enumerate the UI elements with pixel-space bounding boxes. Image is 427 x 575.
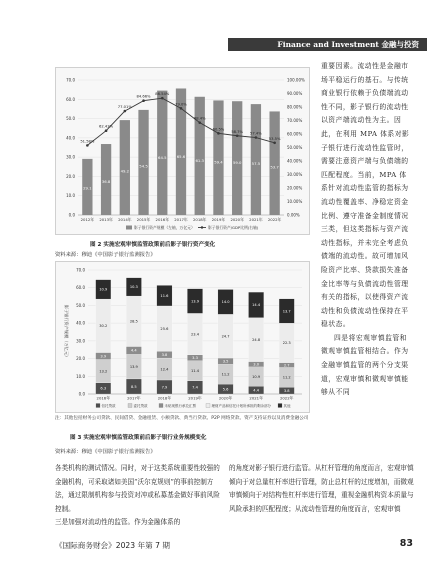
segment-value-label: 22.3 bbox=[282, 341, 291, 346]
bar bbox=[251, 104, 261, 215]
right-tick-label: 70.00% bbox=[287, 118, 303, 123]
ratio-value-label: 57.4% bbox=[250, 131, 262, 136]
y-tick-label: 30.0 bbox=[76, 338, 85, 344]
x-tick-label: 2016年 bbox=[155, 217, 170, 222]
y-tick-label: 70.0 bbox=[76, 267, 85, 273]
segment-value-label: 10.3 bbox=[129, 285, 138, 290]
bar bbox=[269, 111, 279, 215]
x-tick-label: 2014年 bbox=[118, 217, 132, 222]
right-column bbox=[321, 60, 413, 400]
page-number: 83 bbox=[399, 538, 413, 549]
segment-value-label: 14.4 bbox=[252, 303, 261, 308]
segment-value-label: 24.7 bbox=[221, 334, 230, 339]
segment-value-label: 14.0 bbox=[221, 300, 230, 305]
right-tick-label: 0.00% bbox=[287, 212, 300, 218]
legend-label: 未贴现银行承兑汇票 bbox=[164, 404, 196, 408]
left-tick-label: 30.0 bbox=[66, 154, 75, 160]
left-tick-label: 50.0 bbox=[66, 116, 75, 122]
right-tick-label: 80.00% bbox=[287, 104, 303, 110]
right-tick-label: 90.00% bbox=[287, 91, 303, 96]
y-axis-label: 影子银行资产规模（万亿元） bbox=[64, 304, 69, 360]
bar-value-label: 29.1 bbox=[83, 185, 92, 191]
bar-value-label: 61.3 bbox=[195, 157, 204, 163]
bar-value-label: 36.8 bbox=[101, 179, 111, 185]
legend-label: 委托贷款 bbox=[133, 404, 148, 408]
x-tick-label: 2016年 bbox=[96, 395, 111, 401]
header-title: Finance and Investment 金融与投资 bbox=[277, 40, 419, 49]
left-tick-label: 20.0 bbox=[66, 173, 75, 179]
bottom-left-column bbox=[55, 462, 220, 530]
ratio-point bbox=[142, 99, 145, 102]
ratio-value-label: 77.01% bbox=[117, 105, 132, 110]
legend-label: 信托贷款 bbox=[101, 404, 116, 408]
bar-value-label: 59.0 bbox=[232, 159, 242, 165]
left-tick-label: 10.0 bbox=[66, 193, 75, 199]
ratio-point bbox=[105, 129, 108, 132]
y-tick-label: 50.0 bbox=[76, 302, 85, 308]
segment-value-label: 7.4 bbox=[192, 385, 198, 390]
ratio-value-label: 68.4% bbox=[193, 116, 206, 121]
right-tick-label: 40.00% bbox=[287, 158, 303, 164]
right-paragraph-1: 重要因素。流动性是金融市场平稳运行的基石。与传统商业银行依赖于负债端流动性不同，影子银行的流动性以资产端流动性为主。因此，在利用 MPA 体系对影子银行进行流动性监管时，需要注意资产端与负债端的匹配程度。当前，MPA 体系针对流动性监管的指标为流动性覆盖率、净稳定资金比例、遵守准备金制度情况三类，但这类指标与资产流动性指标，并未完全考虑负债端的流动性。故可增加风险资产比率、贷款损失准备金比率等与负债流动性管理有关的指标，以使得资产流动性和负债流动性保持在平稳状态。 bbox=[321, 62, 410, 329]
segment-value-label: 6.3 bbox=[100, 386, 107, 391]
figure3-box bbox=[55, 261, 310, 413]
legend-swatch bbox=[96, 404, 100, 408]
figure2-source: 资料来源：穆迪《中国影子银行监测报告》 bbox=[55, 252, 156, 258]
figure3-source: 资料来源：穆迪《中国影子银行监测报告》 bbox=[55, 449, 156, 455]
right-paragraph-2: 四是将宏观审慎监管和微观审慎监管相结合。作为金融审慎监管的两个分支渠道，宏观审慎和微观审慎能够从不同 bbox=[321, 333, 409, 397]
bar-value-label: 59.4 bbox=[214, 159, 223, 165]
legend-swatch bbox=[159, 404, 163, 408]
segment-value-label: 3.5 bbox=[222, 359, 229, 364]
segment-value-label: 11.2 bbox=[221, 372, 230, 377]
x-tick-label: 2017年 bbox=[174, 217, 188, 222]
bottom-right-text: 的角度对影子银行进行监管。从杠杆管理的角度而言，宏观审慎倾向于对总量杠杆率进行管理，防止总杠杆的过度增加，而微观审慎倾向于对结构性杠杆率进行管理，重视金融机构资本质量与风险承担的匹配程度；从流动性管理的角度而言，宏观审慎 bbox=[229, 464, 414, 513]
figure2-chart bbox=[56, 68, 309, 234]
figure2-box bbox=[55, 67, 310, 235]
segment-value-label: 23.4 bbox=[190, 332, 200, 337]
bottom-left-text: 各类机构的测试情况。同时，对于这类系统重要性较强的金融机构，可采取诸如美国“沃尔克规则”的事前控制方法，通过限制机构参与投资对冲或私募基金做好事前风险控制。 三是加强对流动性的监管。作为金融体系的 bbox=[55, 464, 220, 527]
segment-value-label: 8.5 bbox=[130, 384, 137, 389]
x-tick-label: 2022年 bbox=[279, 395, 294, 401]
legend-marker-line bbox=[201, 226, 203, 228]
ratio-point bbox=[273, 141, 276, 144]
legend-swatch bbox=[128, 404, 132, 408]
segment-value-label: 12.4 bbox=[160, 367, 169, 372]
segment-value-label: 4.4 bbox=[253, 388, 260, 393]
y-tick-label: 20.0 bbox=[76, 356, 85, 362]
segment-value-label: 10.9 bbox=[99, 287, 108, 292]
x-tick-label: 2021年 bbox=[249, 395, 263, 401]
ratio-point bbox=[236, 134, 239, 137]
x-tick-label: 2022年 bbox=[267, 217, 282, 222]
right-tick-label: 100.00% bbox=[287, 77, 305, 83]
ratio-value-label: 62.43% bbox=[99, 124, 114, 129]
segment-value-label: 13.2 bbox=[99, 369, 108, 374]
ratio-point bbox=[180, 107, 183, 110]
bar-value-label: 54.5 bbox=[139, 163, 148, 169]
left-tick-label: 40.0 bbox=[66, 135, 75, 141]
ratio-value-label: 58.7% bbox=[231, 129, 244, 134]
segment-value-label: 25.6 bbox=[160, 326, 169, 331]
x-tick-label: 2021年 bbox=[249, 217, 263, 222]
segment-value-label: 11.6 bbox=[160, 293, 169, 298]
right-tick-label: 60.00% bbox=[287, 131, 303, 137]
right-tick-label: 10.00% bbox=[287, 199, 303, 204]
figure3-chart bbox=[56, 262, 309, 412]
bar bbox=[138, 110, 148, 215]
segment-value-label: 13.7 bbox=[282, 309, 291, 314]
legend-label: 其他 bbox=[283, 404, 291, 408]
figure3-note: 注：其他包括财务公司贷款、民间借贷、金融租赁、小额贷款、典当行贷款、P2P 网络贷款、资产支持证券以及消费金融公司 bbox=[55, 416, 309, 421]
segment-value-label: 13.9 bbox=[190, 299, 200, 304]
figure3-caption: 图 3 实施宏观审慎监管政策前后影子银行业务规模变化 bbox=[70, 435, 207, 441]
segment-value-label: 5.6 bbox=[222, 387, 229, 392]
bar-value-label: 53.7 bbox=[270, 164, 279, 170]
bar-value-label: 49.2 bbox=[120, 168, 130, 174]
segment-value-label: 11.4 bbox=[190, 369, 200, 374]
legend-label: 理财产品和信托计划所承担的剩余部分 bbox=[211, 404, 271, 408]
segment-value-label: 3.3 bbox=[192, 356, 198, 361]
ratio-point bbox=[255, 136, 258, 139]
x-tick-label: 2012年 bbox=[80, 217, 95, 222]
x-tick-label: 2019年 bbox=[188, 395, 202, 401]
x-tick-label: 2018年 bbox=[157, 395, 172, 401]
ratio-point bbox=[217, 132, 220, 135]
segment-value-label: 4.4 bbox=[130, 348, 137, 353]
bar bbox=[232, 101, 242, 215]
x-tick-label: 2017年 bbox=[127, 395, 141, 401]
right-tick-label: 50.00% bbox=[287, 145, 303, 150]
bar-value-label: 65.6 bbox=[176, 154, 186, 160]
segment-value-label: 28.5 bbox=[129, 319, 138, 324]
bar bbox=[157, 91, 167, 215]
segment-value-label: 10.9 bbox=[252, 374, 261, 379]
footer-journal: 《国际商务财会》2023 年第 7 期 bbox=[55, 541, 170, 550]
ratio-point bbox=[198, 121, 201, 124]
left-tick-label: 70.0 bbox=[66, 77, 75, 83]
left-tick-label: 60.0 bbox=[66, 96, 75, 102]
x-tick-label: 2018年 bbox=[192, 217, 207, 222]
segment-value-label: 30.2 bbox=[99, 324, 108, 329]
ratio-value-label: 84.66% bbox=[136, 94, 151, 99]
x-tick-label: 2015年 bbox=[136, 217, 151, 222]
right-tick-label: 30.00% bbox=[287, 172, 303, 177]
ratio-value-label: 51.58% bbox=[80, 139, 95, 144]
y-tick-label: 0.0 bbox=[78, 391, 85, 397]
ratio-value-label: 53.5% bbox=[268, 136, 281, 141]
legend-swatch-bar bbox=[126, 226, 132, 230]
segment-value-label: 3.9 bbox=[100, 354, 107, 359]
segment-value-label: 3.8 bbox=[283, 388, 290, 393]
ratio-point bbox=[124, 110, 127, 113]
ratio-point bbox=[161, 97, 164, 100]
segment-value-label: 11.2 bbox=[282, 375, 291, 380]
legend-label-bar: 影子银行资产规模（左轴，万亿元） bbox=[134, 225, 195, 230]
segment-value-label: 3.8 bbox=[161, 352, 168, 357]
y-tick-label: 40.0 bbox=[76, 320, 85, 326]
ratio-point bbox=[86, 144, 89, 147]
x-tick-label: 2019年 bbox=[211, 217, 226, 222]
bar-value-label: 64.5 bbox=[158, 155, 167, 161]
y-tick-label: 60.0 bbox=[76, 285, 85, 291]
legend-swatch bbox=[206, 404, 210, 408]
ratio-value-label: 86.54% bbox=[155, 92, 170, 97]
left-tick-label: 0.0 bbox=[68, 212, 75, 218]
x-tick-label: 2013年 bbox=[99, 217, 113, 222]
right-tick-label: 20.00% bbox=[287, 185, 303, 191]
segment-value-label: 3.0 bbox=[253, 362, 260, 367]
bottom-right-column bbox=[229, 462, 415, 516]
x-tick-label: 2020年 bbox=[230, 217, 244, 222]
ratio-value-label: 60.5% bbox=[212, 127, 225, 132]
figure2-caption: 图 2 实施宏观审慎监管政策前后影子银行资产变化 bbox=[90, 242, 216, 248]
y-tick-label: 10.0 bbox=[76, 373, 85, 379]
legend-swatch bbox=[278, 404, 282, 408]
segment-value-label: 13.9 bbox=[129, 364, 138, 369]
segment-value-label: 24.8 bbox=[252, 337, 261, 342]
segment-value-label: 7.9 bbox=[161, 385, 168, 390]
x-tick-label: 2020年 bbox=[218, 395, 233, 401]
legend-label-line: 影子银行资产/GDP比例(右轴) bbox=[208, 225, 259, 230]
bar bbox=[213, 100, 223, 215]
segment-value-label: 2.7 bbox=[283, 363, 290, 368]
ratio-value-label: 79.0% bbox=[175, 102, 187, 107]
bar bbox=[195, 97, 205, 215]
bar-value-label: 57.5 bbox=[251, 161, 261, 167]
